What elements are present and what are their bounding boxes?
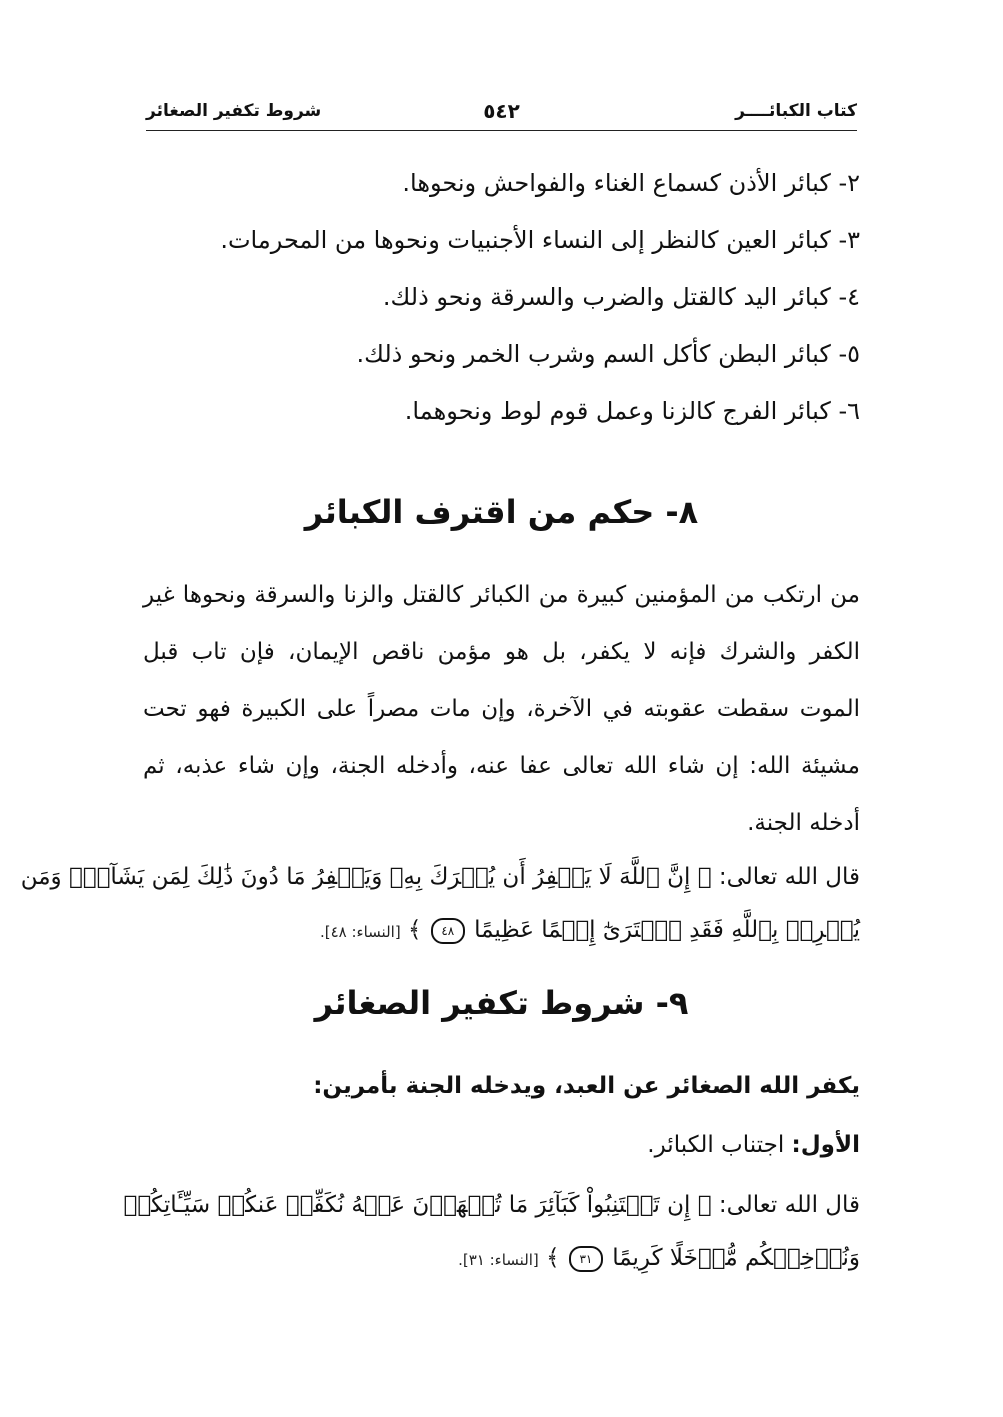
- condition-label: الأول:: [791, 1132, 860, 1158]
- verse-line: [20, 857, 860, 897]
- paragraph-line: مشيئة الله: إن شاء الله تعالى عفا عنه، وأدخله الجنة، وإن شاء عذبه، ثم: [143, 753, 860, 779]
- verse-close-bracket: ﴾: [546, 1245, 560, 1271]
- verse-line: [143, 1238, 860, 1280]
- verse-intro: قال الله تعالى:: [718, 1192, 860, 1218]
- paragraph-line: من ارتكب من المؤمنين كبيرة من الكبائر كالقتل والزنا والسرقة ونحوها غير: [143, 582, 860, 608]
- list-item: ٦- كبائر الفرج كالزنا وعمل قوم لوط ونحوهما.: [404, 397, 860, 425]
- verse-line: [123, 1185, 860, 1225]
- list-item: ٣- كبائر العين كالنظر إلى النساء الأجنبيات ونحوها من المحرمات.: [220, 226, 860, 254]
- quran-verse: ﴿ إِنَّ ٱللَّهَ لَا يَغۡفِرُ أَن يُشۡرَكَ بِهِۦ وَيَغۡفِرُ مَا دُونَ ذَٰلِكَ لِمَن يَشَآءُۚ وَمَن: [20, 864, 712, 890]
- section-heading: ٩- شروط تكفير الصغائر: [314, 984, 689, 1022]
- paragraph-line: الموت سقطت عقوبته في الآخرة، وإن مات مصراً على الكبيرة فهو تحت: [143, 696, 860, 722]
- verse-intro: قال الله تعالى:: [718, 864, 860, 890]
- paragraph-line: الكفر والشرك فإنه لا يكفر، بل هو مؤمن ناقص الإيمان، فإن تاب قبل: [143, 639, 860, 665]
- list-item: ٥- كبائر البطن كأكل السم وشرب الخمر ونحو ذلك.: [356, 340, 860, 368]
- page-number: ٥٤٢: [483, 99, 520, 123]
- verse-citation: [النساء: ٣١].: [458, 1251, 539, 1269]
- ayah-number-marker: ٤٨: [431, 918, 465, 944]
- intro-line: يكفر الله الصغائر عن العبد، ويدخله الجنة بأمرين:: [313, 1073, 860, 1099]
- quran-verse: يُشۡرِكۡ بِٱللَّهِ فَقَدِ ٱفۡتَرَىٰٓ إِثۡمًا عَظِيمًا: [474, 917, 860, 943]
- list-item: ٤- كبائر اليد كالقتل والضرب والسرقة ونحو ذلك.: [382, 283, 860, 311]
- list-item: ٢- كبائر الأذن كسماع الغناء والفواحش ونحوها.: [402, 169, 860, 197]
- running-header-book-title: كتاب الكبائــــر: [735, 101, 857, 121]
- ayah-number-marker: ٣١: [569, 1246, 603, 1272]
- verse-line: [143, 910, 860, 952]
- header-rule: [146, 130, 857, 131]
- condition-line: [143, 1125, 860, 1165]
- verse-close-bracket: ﴾: [408, 917, 422, 943]
- running-header-section-title: شروط تكفير الصغائر: [146, 101, 322, 121]
- quran-verse: وَنُدۡخِلۡكُم مُّدۡخَلًا كَرِيمًا: [612, 1245, 860, 1271]
- paragraph-line: أدخله الجنة.: [747, 810, 860, 836]
- section-heading: ٨- حكم من اقترف الكبائر: [304, 493, 699, 531]
- verse-citation: [النساء: ٤٨].: [319, 923, 401, 941]
- quran-verse: ﴿ إِن تَجۡتَنِبُواْ كَبَآئِرَ مَا تُنۡهَوۡنَ عَنۡهُ نُكَفِّرۡ عَنكُمۡ سَيِّـَٔاتِكُمۡ: [123, 1192, 712, 1218]
- condition-text: اجتناب الكبائر.: [647, 1132, 785, 1158]
